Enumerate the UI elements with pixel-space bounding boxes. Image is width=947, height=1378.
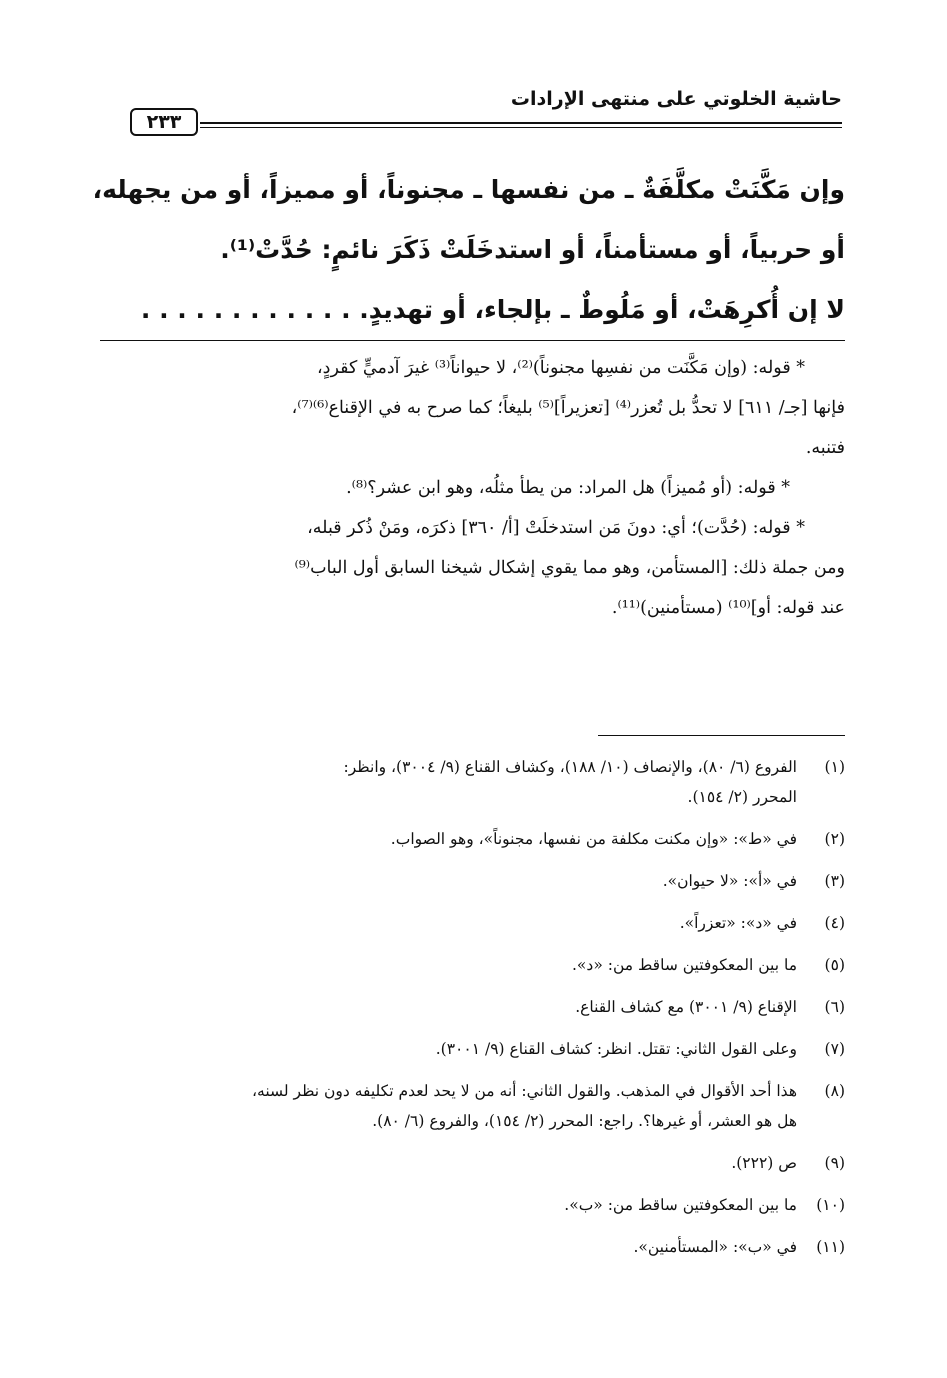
footnote-continuation: هل هو العشر، أو غيرها؟. راجع: المحرر (٢/ ١٥٤)، والفروع (٦/ ٨٠). (372, 1112, 797, 1130)
main-text (92, 160, 845, 340)
footnote-text: ما بين المعكوفتين ساقط من: «ب». (564, 1196, 797, 1214)
footnote-text: في «ط»: «وإن مكنت مكلفة من نفسها، مجنوناً»، وهو الصواب. (390, 830, 797, 848)
footnote (100, 866, 845, 896)
footnote-number: (٩) (824, 1154, 845, 1172)
footnote-text: ما بين المعكوفتين ساقط من: «د». (572, 956, 797, 974)
footnote-number: (١٠) (816, 1196, 845, 1214)
commentary-line: * قوله: (حُدَّت)؛ أي: دونَ مَن استدخلَتْ [أ/ ٣٦٠] ذكرَه، ومَنْ ذُكر قبله، (307, 518, 805, 538)
commentary-line: * قوله: (وإن مَكَّنَت من نفسِها مجنوناً)⁽²⁾، لا حيواناً⁽³⁾ غيرَ آدميٍّ كقردٍ، (317, 358, 805, 378)
footnote-separator (598, 735, 845, 736)
footnotes (100, 752, 845, 1262)
footnote-number: (٧) (824, 1040, 845, 1058)
footnote-text: في «أ»: «لا حيوان». (662, 872, 797, 890)
footnote (100, 992, 845, 1022)
commentary (100, 348, 845, 628)
footnote-text: الفروع (٦/ ٨٠)، والإنصاف (١٠/ ١٨٨)، وكشاف القناع (٩/ ٣٠٠٤)، وانظر: (343, 758, 797, 776)
commentary-line: ومن جملة ذلك: [المستأمن، وهو مما يقوي إشكال شيخنا السابق أول الباب⁽⁹⁾ (294, 558, 845, 578)
footnote-text: الإقناع (٩/ ٣٠٠١) مع كشاف القناع. (575, 998, 797, 1016)
footnote-text: في «ب»: «المستأمنين». (633, 1238, 797, 1256)
main-line: لا إن أُكرِهَتْ، أو مَلُوطٌ ـ بإلجاء، أو تهديدٍ. . . . . . . . . . . . . (140, 295, 845, 324)
commentary-line: فإنها [جـ/ ٦١١] لا تحدُّ بل تُعزر⁽⁴⁾ [تعزيراً]⁽⁵⁾ بليغاً؛ كما صرح به في الإقناع⁽⁶⁾⁽⁷⁾، (291, 398, 845, 418)
footnote-number: (٦) (824, 998, 845, 1016)
footnote-number: (٤) (824, 914, 845, 932)
footnote-number: (١) (824, 758, 845, 776)
main-line: وإن مَكَّنَتْ مكلَّفَةٌ ـ من نفسها ـ مجنوناً، أو مميزاً، أو من يجهله، (92, 175, 845, 204)
footnote-text: في «د»: «تعزراً». (679, 914, 797, 932)
text-separator (100, 340, 845, 341)
footnote (100, 752, 845, 812)
footnote-number: (٨) (824, 1082, 845, 1100)
footnote-number: (٣) (824, 872, 845, 890)
page-header (130, 88, 842, 136)
footnote (100, 1076, 845, 1136)
footnote-number: (٢) (824, 830, 845, 848)
header-rule (200, 122, 842, 128)
footnote-number: (٥) (824, 956, 845, 974)
footnote (100, 1232, 845, 1262)
footnote (100, 1148, 845, 1178)
footnote-text: وعلى القول الثاني: تقتل. انظر: كشاف القناع (٩/ ٣٠٠١). (435, 1040, 797, 1058)
main-line: أو حربياً، أو مستأمناً، أو استدخَلَتْ ذَكَرَ نائمٍ: حُدَّتْ⁽¹⁾. (220, 235, 845, 264)
footnote (100, 1190, 845, 1220)
footnote (100, 1034, 845, 1064)
footnote-text: ص (٢٢٢). (731, 1154, 797, 1172)
running-title: حاشية الخلوتي على منتهى الإرادات (510, 88, 842, 110)
page-number: ٢٣٣ (130, 108, 198, 136)
footnote-text: هذا أحد الأقوال في المذهب. والقول الثاني: أنه من لا يحد لعدم تكليفه دون نظر لسنه، (252, 1082, 797, 1100)
commentary-line: فتنبه. (805, 438, 845, 458)
footnote-number: (١١) (816, 1238, 845, 1256)
commentary-line: * قوله: (أو مُميزاً) هل المراد: من يطأ مثلُه، وهو ابن عشر؟⁽⁸⁾. (346, 478, 790, 498)
footnote (100, 824, 845, 854)
footnote (100, 950, 845, 980)
footnote (100, 908, 845, 938)
footnote-continuation: المحرر (٢/ ١٥٤). (687, 788, 797, 806)
commentary-line: عند قوله: أو]⁽¹⁰⁾ (مستأمنين)⁽¹¹⁾. (611, 598, 845, 618)
